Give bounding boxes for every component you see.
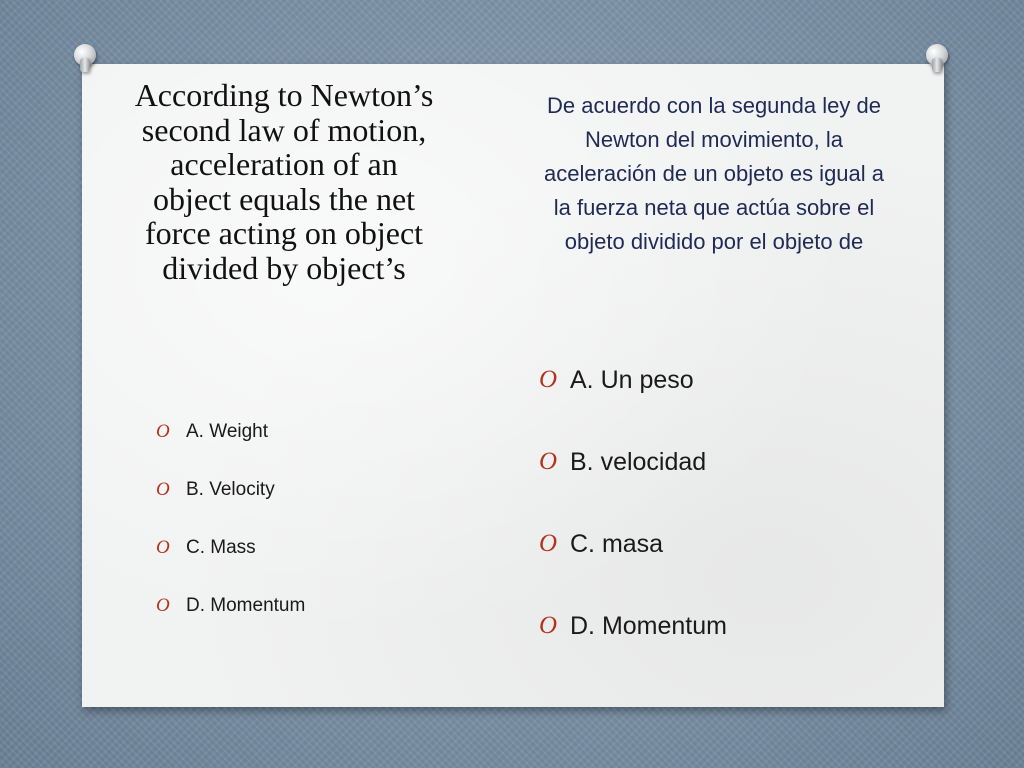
spanish-option-c: C. masa: [570, 530, 664, 558]
bullet-icon: O: [539, 612, 558, 639]
spanish-option-a: A. Un peso: [570, 366, 694, 394]
bullet-icon: O: [539, 448, 558, 475]
english-option-b: B. Velocity: [186, 479, 275, 500]
english-option-c: C. Mass: [186, 537, 256, 558]
bullet-icon: O: [539, 366, 558, 393]
spanish-option-d: D. Momentum: [570, 612, 727, 640]
bullet-icon: O: [156, 421, 170, 442]
pushpin-icon: [926, 44, 948, 66]
bullet-icon: O: [156, 479, 170, 500]
spanish-option-b: B. velocidad: [570, 448, 707, 476]
bullet-icon: O: [539, 530, 558, 557]
bullet-icon: O: [156, 537, 170, 558]
english-option-d: D. Momentum: [186, 595, 306, 616]
spanish-question: De acuerdo con la segunda ley de Newton del movimiento, la aceleración de un objeto es igual a la fuerza neta que actúa sobre el objeto dividido por el objeto de: [543, 93, 885, 254]
pushpin-icon: [74, 44, 96, 66]
english-option-a: A. Weight: [186, 421, 269, 442]
bullet-icon: O: [156, 595, 170, 616]
english-question: According to Newton’s second law of motion, acceleration of an object equals the net force acting on object divided by object’s: [134, 77, 434, 286]
